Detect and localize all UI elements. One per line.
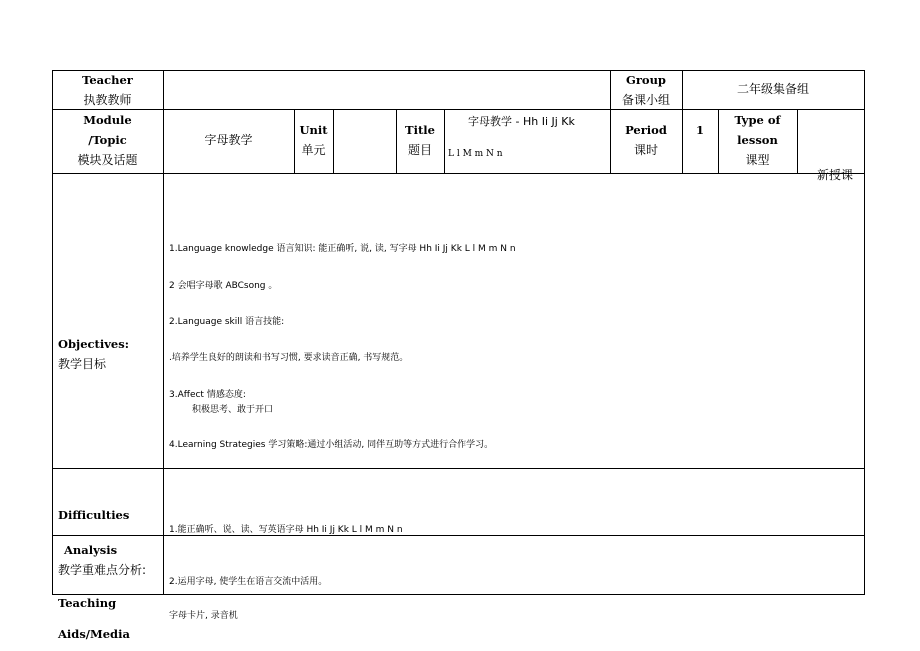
group-value: 二年级集备组 — [736, 82, 809, 96]
analysis-line: 2.运用字母, 使学生在语言交流中活用。 — [169, 577, 328, 587]
period-label-cn: 课时 — [633, 143, 658, 157]
teacher-label-en: Teacher — [82, 73, 133, 87]
analysis-label — [58, 540, 146, 580]
teacher-label — [52, 70, 163, 110]
objectives-label — [58, 334, 129, 374]
difficulties-line: 1.能正确听、说、读、写英语字母 Hh Ii Jj Kk L l M m N n — [169, 525, 403, 535]
group-label-en: Group — [626, 73, 666, 87]
teacher-value-field[interactable] — [164, 71, 609, 108]
type-label-en-1: Type of — [734, 113, 781, 127]
module-label-en-1: Module — [83, 113, 132, 127]
unit-label-en: Unit — [299, 123, 328, 137]
objective-line: 1.Language knowledge 语言知识: 能正确听, 说, 读, 写字母 Hh Ii Jj Kk L l M m N n — [169, 244, 516, 254]
grid-line — [864, 70, 865, 594]
group-label-cn: 备课小组 — [621, 93, 670, 107]
aids-value: 字母卡片, 录音机 — [169, 611, 238, 621]
analysis-label-cn: 教学重难点分析: — [58, 563, 147, 577]
grid-line — [444, 109, 445, 173]
aids-label-1: Teaching — [58, 596, 117, 610]
objective-line: 3.Affect 情感态度: — [169, 390, 246, 400]
difficulties-label: Difficulties — [58, 508, 130, 522]
objectives-label-cn: 教学目标 — [58, 357, 107, 371]
aids-label-2: Aids/Media — [58, 627, 130, 641]
objectives-label-en: Objectives: — [58, 337, 129, 351]
teacher-label-cn: 执教教师 — [83, 93, 132, 107]
grid-line — [52, 468, 865, 469]
module-label — [52, 110, 163, 170]
period-label — [610, 120, 682, 160]
unit-value-field[interactable] — [334, 110, 395, 172]
type-label-en-2: lesson — [737, 133, 778, 147]
type-value: 新授课 — [817, 168, 854, 182]
title-label — [396, 120, 444, 160]
unit-label-cn: 单元 — [301, 143, 326, 157]
period-label-en: Period — [625, 123, 667, 137]
title-label-cn: 题目 — [407, 143, 432, 157]
module-label-cn: 模块及话题 — [77, 153, 138, 167]
type-label — [718, 110, 797, 170]
objective-line: 4.Learning Strategies 学习策略:通过小组活动, 同伴互助等方式进行合作学习。 — [169, 440, 494, 450]
objective-line: 2 会唱字母歌 ABCsong 。 — [169, 281, 278, 291]
grid-line — [52, 173, 865, 174]
period-value: 1 — [695, 123, 704, 137]
title-value-line-1: 字母教学 - Hh Ii Jj Kk — [468, 115, 575, 128]
grid-line — [52, 535, 865, 536]
objective-line: .培养学生良好的朗读和书写习惯, 要求读音正确, 书写规范。 — [169, 353, 409, 363]
title-value-line-2: L l M m N n — [448, 149, 503, 159]
title-label-en: Title — [405, 123, 435, 137]
module-value: 字母教学 — [204, 133, 253, 147]
analysis-label-en: Analysis — [64, 543, 118, 557]
title-value — [448, 113, 608, 159]
objective-line: 2.Language skill 语言技能: — [169, 317, 285, 327]
group-label — [610, 70, 682, 110]
grid-line — [52, 594, 865, 595]
objective-line: 积极思考、敢于开口 — [192, 405, 274, 415]
type-label-cn: 课型 — [745, 153, 770, 167]
grid-line — [797, 109, 798, 173]
module-label-en-2: /Topic — [88, 133, 127, 147]
unit-label — [294, 120, 333, 160]
